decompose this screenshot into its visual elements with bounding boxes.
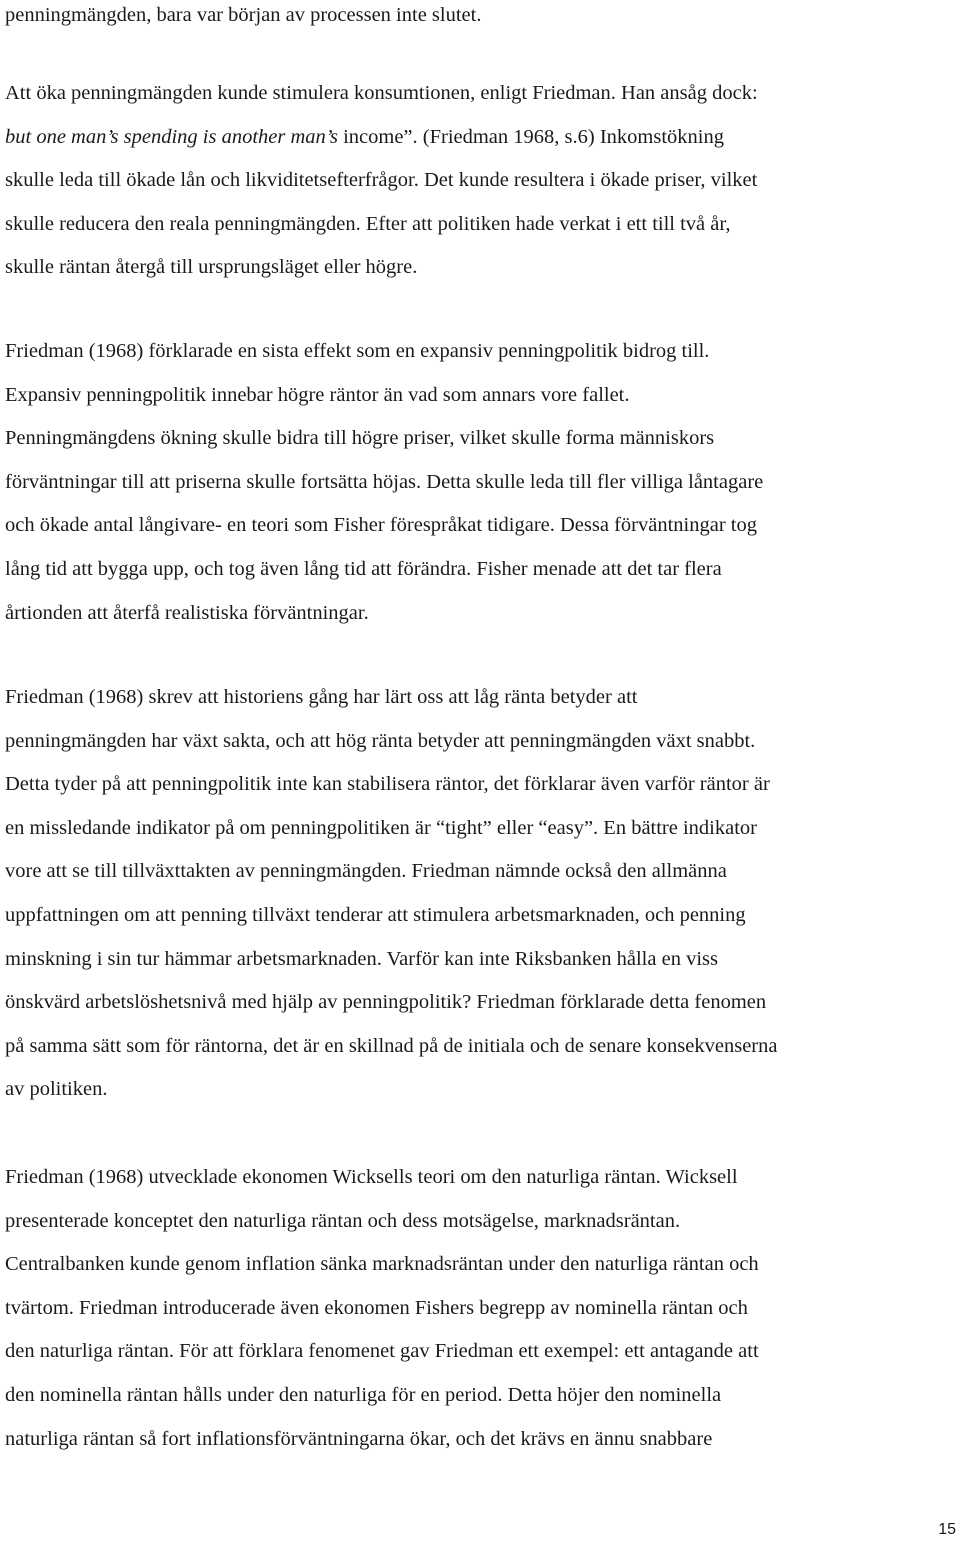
text-line: Detta tyder på att penningpolitik inte kan stabilisera räntor, det förklarar även varför räntor är (5, 773, 770, 796)
text-line: penningmängden, bara var början av processen inte slutet. (5, 4, 482, 26)
text-line (5, 124, 724, 150)
text-line: den nominella räntan hålls under den naturliga för en period. Detta höjer den nominella (5, 1384, 722, 1406)
text-line: och ökade antal långivare- en teori som Fisher förespråkat tidigare. Dessa förväntningar tog (5, 514, 757, 537)
text-line: önskvärd arbetslöshetsnivå med hjälp av penningpolitik? Friedman förklarade detta fenomen (5, 991, 767, 1014)
text-line: lång tid att bygga upp, och tog även lång tid att förändra. Fisher menade att det tar flera (5, 558, 722, 580)
text-line: Centralbanken kunde genom inflation sänka marknadsräntan under den naturliga räntan och (5, 1253, 759, 1276)
quote-italic: but one man’s spending is another man’s (5, 125, 338, 148)
text-line: Expansiv penningpolitik innebar högre räntor än vad som annars vore fallet. (5, 383, 630, 406)
text-line: uppfattningen om att penning tillväxt tenderar att stimulera arbetsmarknaden, och penning (5, 904, 746, 926)
text-line: Friedman (1968) utvecklade ekonomen Wicksells teori om den naturliga räntan. Wicksell (5, 1166, 738, 1188)
text-line: skulle räntan återgå till ursprungsläget eller högre. (5, 256, 418, 279)
text-line: minskning i sin tur hämmar arbetsmarknaden. Varför kan inte Riksbanken hålla en viss (5, 947, 718, 970)
text-line: vore att se till tillväxttakten av penningmängden. Friedman nämnde också den allmänna (5, 860, 727, 883)
text-line: naturliga räntan så fort inflationsförväntningarna ökar, och det krävs en ännu snabbare (5, 1427, 713, 1450)
text-line: tvärtom. Friedman introducerade även ekonomen Fishers begrepp av nominella räntan och (5, 1296, 748, 1319)
text-line: penningmängden har växt sakta, och att hög ränta betyder att penningmängden växt snabbt. (5, 729, 756, 752)
text-line: på samma sätt som för räntorna, det är en skillnad på de initiala och de senare konsekvenserna (5, 1034, 778, 1057)
text-line: årtionden att återfå realistiska förväntningar. (5, 601, 369, 624)
text-span: income”. (Friedman 1968, s.6) Inkomstökning (337, 125, 724, 148)
text-line: Penningmängdens ökning skulle bidra till högre priser, vilket skulle forma människors (5, 427, 715, 450)
page-number: 15 (938, 1521, 956, 1538)
text-line: Att öka penningmängden kunde stimulera konsumtionen, enligt Friedman. Han ansåg dock: (5, 82, 758, 104)
text-line: den naturliga räntan. För att förklara fenomenet gav Friedman ett exempel: ett antagande att (5, 1340, 759, 1363)
text-line: skulle leda till ökade lån och likviditetsefterfrågor. Det kunde resultera i ökade priser, vilket (5, 169, 758, 192)
text-line: skulle reducera den reala penningmängden. Efter att politiken hade verkat i ett till två år, (5, 212, 731, 235)
text-line: av politiken. (5, 1078, 108, 1101)
text-line: Friedman (1968) förklarade en sista effekt som en expansiv penningpolitik bidrog till. (5, 340, 710, 362)
text-line: presenterade konceptet den naturliga räntan och dess motsägelse, marknadsräntan. (5, 1209, 681, 1232)
text-line: Friedman (1968) skrev att historiens gång har lärt oss att låg ränta betyder att (5, 686, 638, 708)
text-line: en missledande indikator på om penningpolitiken är “tight” eller “easy”. En bättre indikator (5, 816, 757, 839)
text-line: förväntningar till att priserna skulle fortsätta höjas. Detta skulle leda till fler villiga låntagare (5, 470, 764, 493)
